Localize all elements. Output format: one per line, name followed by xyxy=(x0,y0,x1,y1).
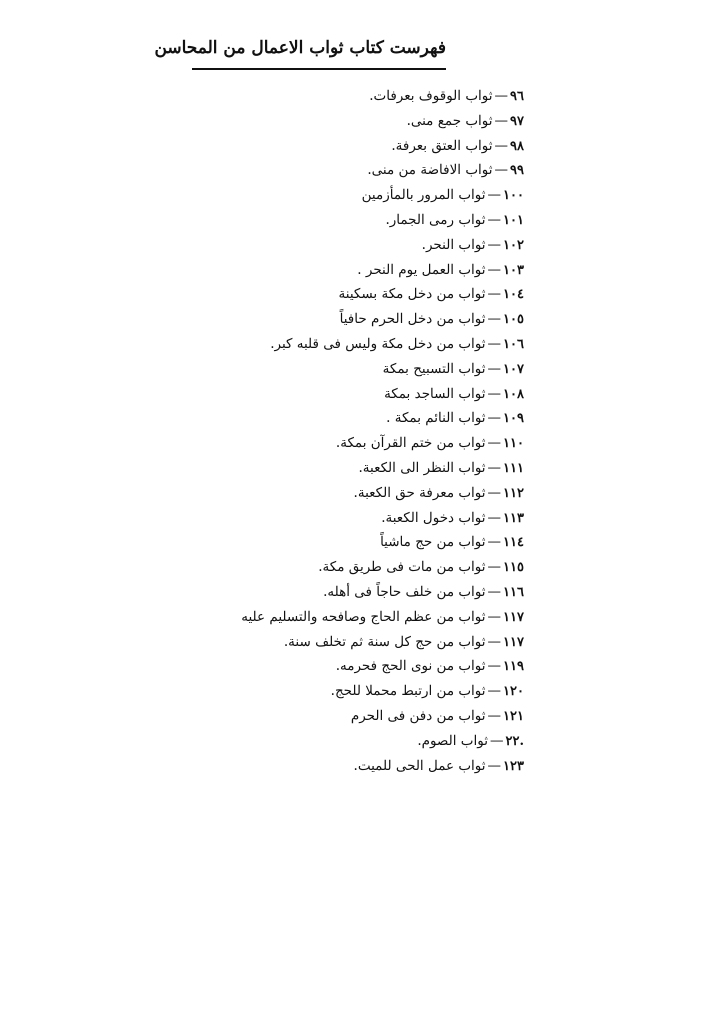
entry-dash: — xyxy=(487,311,502,328)
entry-dash: — xyxy=(494,137,509,154)
list-item xyxy=(241,506,524,531)
entry-dash: — xyxy=(487,335,502,352)
entry-number: ١٢٠ xyxy=(503,684,524,700)
list-item xyxy=(241,530,524,555)
entry-number: ١١٧ xyxy=(503,634,524,650)
list-item xyxy=(241,630,524,655)
entry-title: ثواب من ارتبط محملا للحج. xyxy=(330,683,486,700)
entry-number: ٩٧ xyxy=(510,113,524,129)
entry-dash: — xyxy=(487,757,502,774)
entry-number: ١٠٨ xyxy=(503,386,524,402)
entry-dash: — xyxy=(490,732,504,749)
entry-title: ثواب من مات فى طريق مكة. xyxy=(318,559,486,576)
entry-dash: — xyxy=(487,360,502,377)
entry-dash: — xyxy=(487,683,502,700)
entry-number: .٢٢ xyxy=(505,733,524,749)
list-item xyxy=(241,555,524,580)
entry-number: ٩٦ xyxy=(510,89,524,104)
table-of-contents xyxy=(241,84,524,778)
entry-title: ثواب معرفة حق الكعبة. xyxy=(353,484,486,501)
entry-number: ١٠١ xyxy=(503,212,524,228)
entry-dash: — xyxy=(487,658,502,675)
page-title: فهرست كتاب ثواب الاعمال من المحاسن xyxy=(154,38,446,58)
entry-title: ثواب دخول الكعبة. xyxy=(381,509,486,526)
entry-title: ثواب من خلف حاجاً فى أهله. xyxy=(323,583,486,600)
entry-title: ثواب من دخل الحرم حافياً xyxy=(339,311,486,328)
list-item xyxy=(241,679,524,704)
entry-title: ثواب الافاضة من منى. xyxy=(367,162,493,179)
title-underline xyxy=(192,68,446,70)
list-item xyxy=(241,704,524,729)
entry-dash: — xyxy=(487,459,502,476)
entry-number: ١٠٣ xyxy=(503,262,524,278)
entry-dash: — xyxy=(487,559,502,576)
entry-number: ١١٢ xyxy=(503,485,524,501)
entry-dash: — xyxy=(487,410,502,427)
entry-title: ثواب من دخل مكة وليس فى قلبه كبر. xyxy=(270,335,486,352)
entry-title: ثواب من ختم القرآن بمكة. xyxy=(335,435,486,452)
entry-dash: — xyxy=(487,707,502,724)
entry-title: ثواب الصوم. xyxy=(417,732,488,749)
list-item xyxy=(241,332,524,357)
list-item xyxy=(241,481,524,506)
entry-number: ١٠٧ xyxy=(503,361,524,377)
entry-dash: — xyxy=(487,583,502,600)
entry-number: ١١٥ xyxy=(503,560,524,576)
list-item xyxy=(241,134,524,159)
list-item xyxy=(241,580,524,605)
entry-title: ثواب النائم بمكة . xyxy=(386,410,486,427)
entry-title: ثواب رمى الجمار. xyxy=(385,211,486,228)
entry-number: ١٠٥ xyxy=(503,312,524,328)
list-item xyxy=(241,729,524,754)
list-item xyxy=(241,183,524,208)
entry-dash: — xyxy=(487,608,502,625)
entry-dash: — xyxy=(487,211,502,228)
entry-title: ثواب جمع منى. xyxy=(406,112,493,129)
entry-number: ١١٤ xyxy=(503,535,524,551)
entry-title: ثواب التسبيح بمكة xyxy=(382,360,486,377)
entry-title: ثواب النحر. xyxy=(421,236,486,253)
entry-dash: — xyxy=(487,385,502,402)
entry-number: ١٠٩ xyxy=(503,411,524,427)
entry-dash: — xyxy=(494,162,509,179)
entry-title: ثواب الوقوف بعرفات. xyxy=(369,88,493,104)
entry-title: ثواب النظر الى الكعبة. xyxy=(358,459,486,476)
entry-title: ثواب من دفن فى الحرم xyxy=(350,707,486,724)
entry-dash: — xyxy=(487,484,502,501)
list-item xyxy=(241,282,524,307)
entry-number: ١٠٤ xyxy=(503,287,524,303)
entry-dash: — xyxy=(487,534,502,551)
list-item xyxy=(241,754,524,779)
entry-title: ثواب العمل يوم النحر . xyxy=(357,261,486,278)
entry-title: ثواب عمل الحى للميت. xyxy=(353,757,486,774)
entry-number: ١١٦ xyxy=(503,584,524,600)
list-item xyxy=(241,406,524,431)
entry-title: ثواب من حج كل سنة ثم تخلف سنة. xyxy=(283,633,486,650)
list-item xyxy=(241,233,524,258)
entry-dash: — xyxy=(487,509,502,526)
entry-title: ثواب الساجد بمكة xyxy=(384,385,486,402)
list-item xyxy=(241,84,524,109)
entry-dash: — xyxy=(487,236,502,253)
entry-number: ٩٨ xyxy=(510,138,524,154)
entry-title: ثواب العتق بعرفة. xyxy=(391,137,493,154)
entry-number: ١٠٠ xyxy=(503,188,524,204)
entry-dash: — xyxy=(494,112,509,129)
list-item xyxy=(241,431,524,456)
entry-dash: — xyxy=(487,187,502,204)
list-item xyxy=(241,258,524,283)
entry-number: ١٠٢ xyxy=(503,237,524,253)
list-item xyxy=(241,654,524,679)
entry-dash: — xyxy=(487,633,502,650)
entry-number: ٩٩ xyxy=(510,163,524,179)
list-item xyxy=(241,456,524,481)
entry-number: ١٢١ xyxy=(503,708,524,724)
list-item xyxy=(241,307,524,332)
entry-title: ثواب من عظم الحاج وصافحه والتسليم عليه xyxy=(241,608,486,625)
list-item xyxy=(241,357,524,382)
entry-number: ١٠٦ xyxy=(503,336,524,352)
entry-dash: — xyxy=(487,435,502,452)
entry-title: ثواب المرور بالمأزمين xyxy=(361,187,486,204)
entry-number: ١٢٣ xyxy=(503,758,524,774)
list-item xyxy=(241,605,524,630)
entry-number: ١١٧ xyxy=(503,609,524,625)
entry-dash: — xyxy=(487,286,502,303)
entry-dash: — xyxy=(494,88,509,104)
entry-number: ١١١ xyxy=(503,460,524,476)
list-item xyxy=(241,382,524,407)
entry-title: ثواب من حج ماشياً xyxy=(380,534,486,551)
entry-title: ثواب من نوى الحج فحرمه. xyxy=(335,658,486,675)
list-item xyxy=(241,208,524,233)
entry-dash: — xyxy=(487,261,502,278)
entry-number: ١١٩ xyxy=(503,659,524,675)
entry-number: ١١٣ xyxy=(503,510,524,526)
list-item xyxy=(241,109,524,134)
entry-number: ١١٠ xyxy=(503,436,524,452)
entry-title: ثواب من دخل مكة بسكينة xyxy=(338,286,486,303)
list-item xyxy=(241,158,524,183)
